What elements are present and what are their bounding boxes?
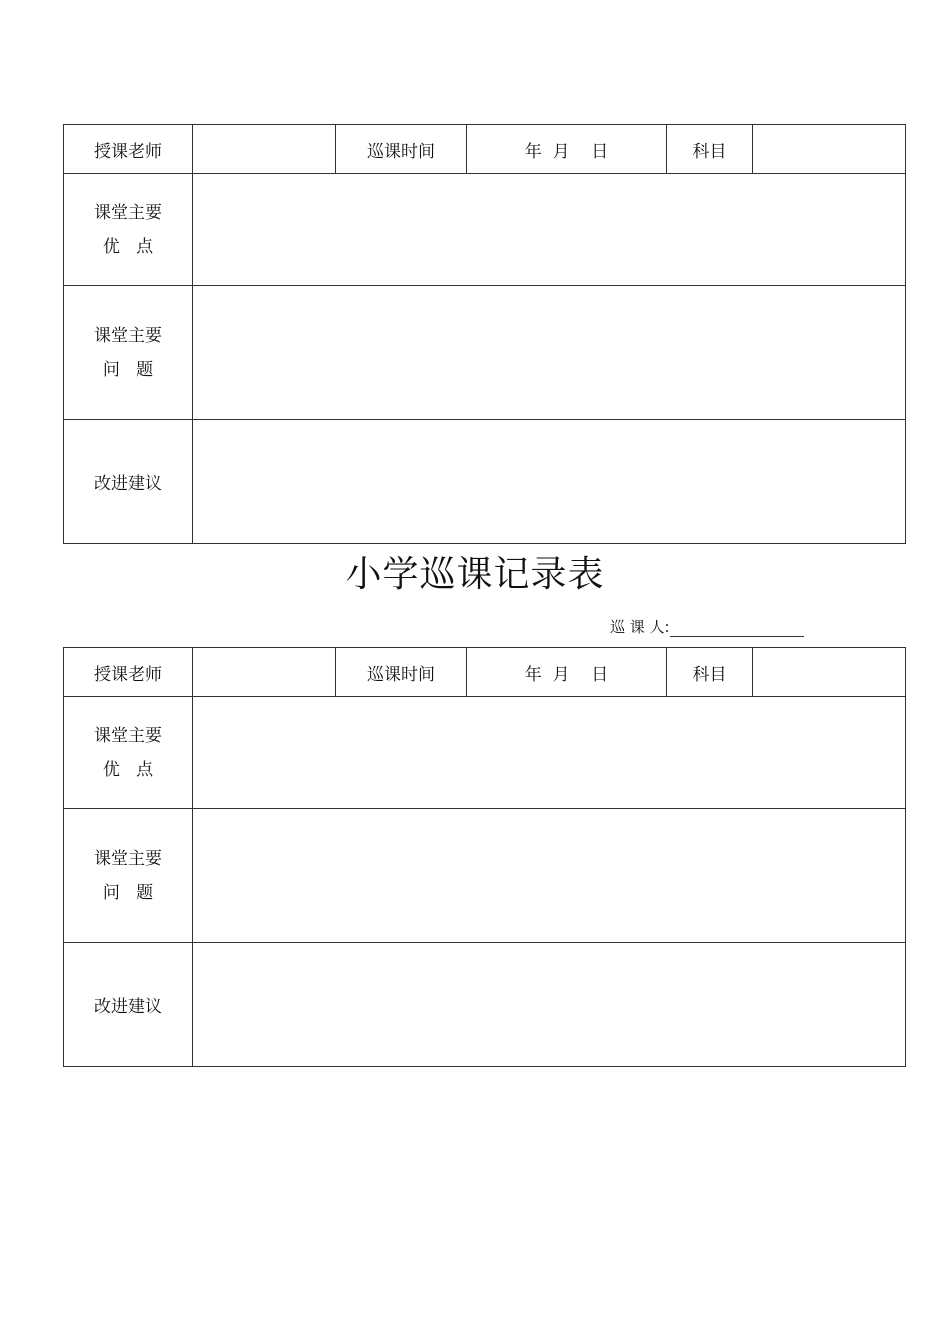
strengths-label-line1: 课堂主要 bbox=[94, 725, 162, 746]
problems-label-line2: 问 题 bbox=[102, 359, 154, 380]
suggestions-label: 改进建议 bbox=[64, 943, 193, 1067]
suggestions-field[interactable] bbox=[193, 420, 906, 544]
inspector-signature-field[interactable] bbox=[670, 622, 804, 637]
strengths-label-line1: 课堂主要 bbox=[94, 202, 162, 223]
strengths-label-line2: 优 点 bbox=[102, 236, 154, 257]
date-text: 年 月 日 bbox=[524, 664, 609, 685]
strengths-label-line2: 优 点 bbox=[102, 759, 154, 780]
teacher-field[interactable] bbox=[193, 648, 336, 697]
teacher-label: 授课老师 bbox=[64, 648, 193, 697]
date-text: 年 月 日 bbox=[524, 141, 609, 162]
strengths-field[interactable] bbox=[193, 697, 906, 809]
time-label: 巡课时间 bbox=[336, 125, 467, 174]
subject-label: 科目 bbox=[667, 125, 753, 174]
subject-field[interactable] bbox=[753, 648, 906, 697]
page-title: 小学巡课记录表 bbox=[345, 554, 605, 595]
problems-label bbox=[64, 286, 193, 420]
date-field[interactable] bbox=[467, 125, 667, 174]
strengths-field[interactable] bbox=[193, 174, 906, 286]
problems-label bbox=[64, 809, 193, 943]
date-field[interactable] bbox=[467, 648, 667, 697]
lower-record-table bbox=[63, 647, 906, 1067]
problems-field[interactable] bbox=[193, 286, 906, 420]
suggestions-field[interactable] bbox=[193, 943, 906, 1067]
problems-label-line1: 课堂主要 bbox=[94, 325, 162, 346]
inspector-label: 巡 课 人: bbox=[610, 618, 670, 636]
problems-field[interactable] bbox=[193, 809, 906, 943]
teacher-field[interactable] bbox=[193, 125, 336, 174]
upper-record-table bbox=[63, 124, 906, 544]
teacher-label: 授课老师 bbox=[64, 125, 193, 174]
subject-label: 科目 bbox=[667, 648, 753, 697]
subject-field[interactable] bbox=[753, 125, 906, 174]
problems-label-line1: 课堂主要 bbox=[94, 848, 162, 869]
inspector-line bbox=[610, 616, 804, 637]
strengths-label bbox=[64, 174, 193, 286]
time-label: 巡课时间 bbox=[336, 648, 467, 697]
problems-label-line2: 问 题 bbox=[102, 882, 154, 903]
strengths-label bbox=[64, 697, 193, 809]
suggestions-label: 改进建议 bbox=[64, 420, 193, 544]
